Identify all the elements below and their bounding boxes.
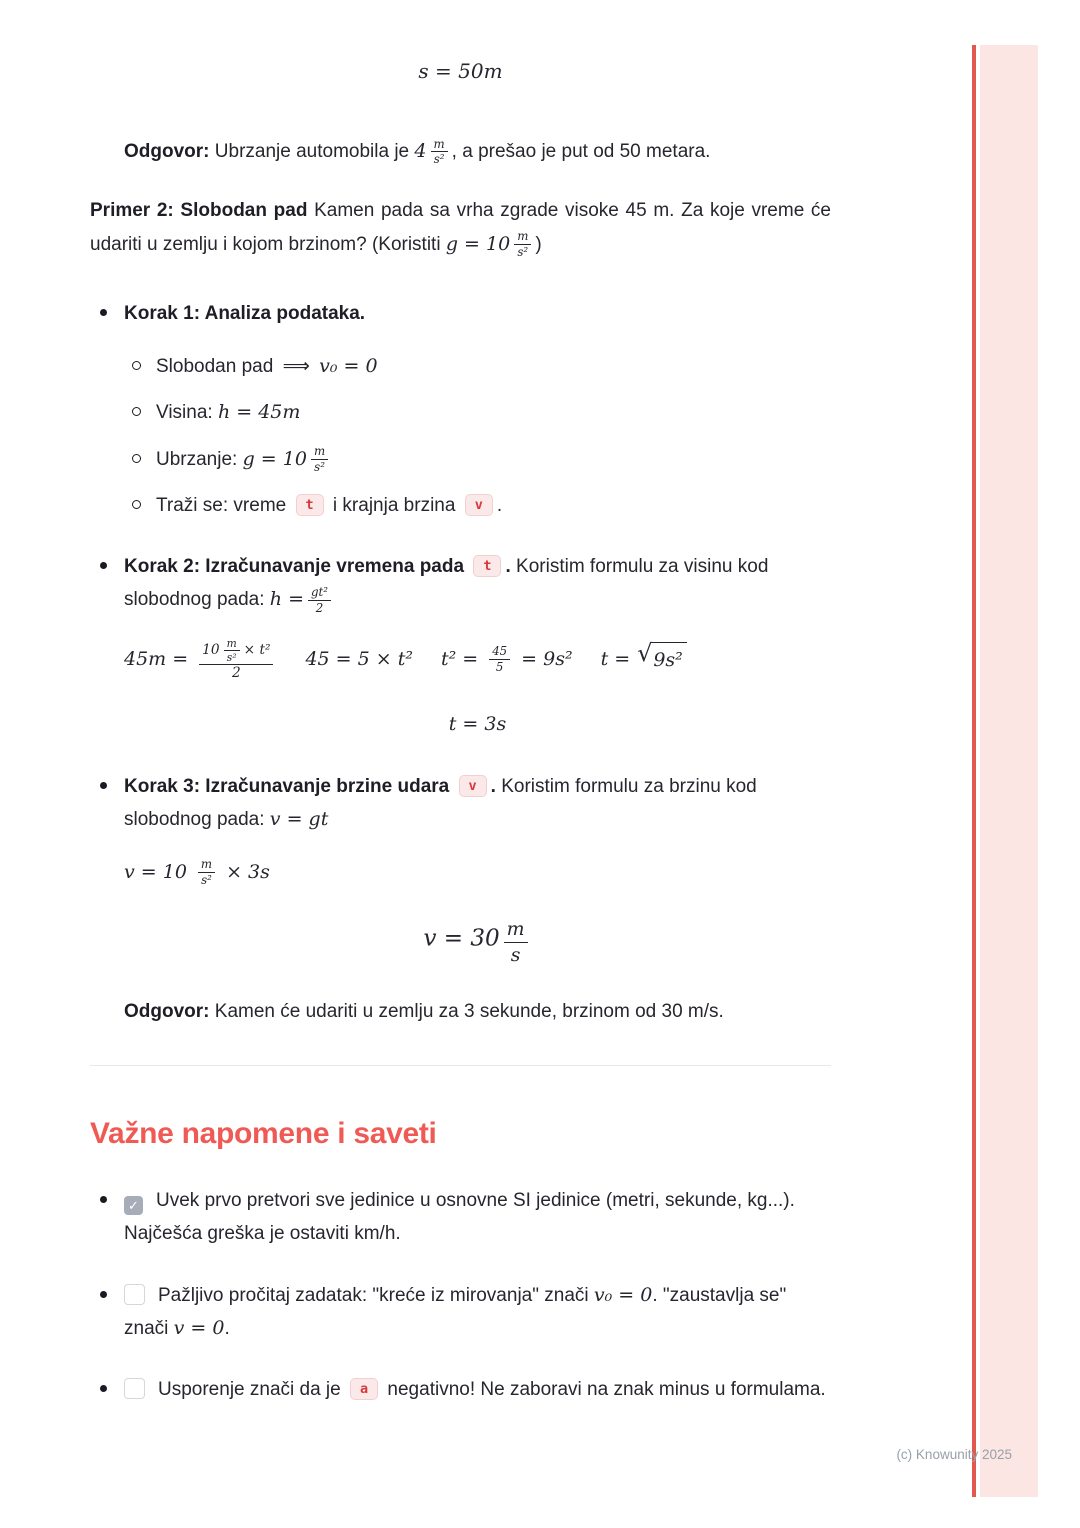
math-v0-zero: v₀ = 0 [593, 1283, 653, 1306]
note-text: Uvek prvo pretvori sve jedinice u osnovne SI jedinice (metri, sekunde, kg...). Najčešća greška je ostaviti km/h. [124, 1190, 795, 1245]
checkbox-unchecked-icon[interactable] [124, 1378, 145, 1399]
equation-segment [124, 856, 270, 889]
math-g10 [242, 444, 333, 474]
fraction-m-s2 [198, 857, 215, 887]
equation-segment [600, 638, 687, 677]
fraction-numerator: m [200, 857, 213, 872]
list-item-korak2 [90, 550, 831, 742]
page-edge-band [980, 45, 1038, 1497]
math-times-t2: × t² [243, 641, 271, 658]
equation-row-velocity [124, 856, 831, 889]
equation-row-time [124, 637, 831, 683]
korak2-title: Korak 2: Izračunavanje vremena pada [124, 556, 465, 577]
code-badge-v: v [459, 775, 487, 797]
math-t-equals: t = [600, 647, 631, 670]
fraction-denominator: 5 [489, 659, 510, 675]
bullet-icon [100, 309, 107, 316]
fraction-numerator: 45 [492, 644, 508, 659]
primer2-paragraph [90, 194, 831, 261]
math-velocity-formula: v = gt [269, 807, 329, 830]
primer2-label: Primer 2: Slobodan pad [90, 200, 308, 222]
korak3-title: Korak 3: Izračunavanje brzine udara [124, 775, 450, 797]
korak1-title: Korak 1: Analiza podataka. [124, 302, 366, 324]
fraction-denominator: s [504, 942, 528, 968]
fraction-numerator: m [506, 918, 525, 941]
math-h-equals: h = [269, 588, 304, 611]
note-period: . [224, 1317, 230, 1339]
fraction-denominator: s² [431, 151, 448, 167]
code-badge-v: v [465, 494, 493, 516]
subitem-text: Ubrzanje: [156, 448, 238, 470]
circle-bullet-icon [132, 361, 141, 370]
fraction-m-s2 [224, 637, 240, 665]
math-coefficient: 4 [414, 140, 427, 162]
answer-paragraph-2 [90, 995, 831, 1028]
math-9s2: = 9s² [521, 647, 573, 670]
checklist-item [90, 1279, 831, 1346]
fraction-numerator: m [433, 136, 445, 151]
bullet-icon [100, 782, 107, 789]
square-root [637, 638, 687, 677]
equation-s-result: s = 50m [418, 59, 503, 83]
fraction-numerator: m [226, 636, 237, 650]
math-times-3s: × 3s [226, 861, 270, 884]
math-h45: h = 45m [217, 401, 301, 424]
note-text: Pažljivo pročitaj zadatak: "kreće iz mirovanja" znači [158, 1284, 589, 1306]
subitem-text: i krajnja brzina [332, 494, 456, 516]
fraction-m-s2 [514, 229, 531, 259]
radical-sign-icon: √ [637, 638, 653, 667]
note-text: negativno! Ne zaboravi na znak minus u formulama. [387, 1379, 826, 1401]
korak3-period: . [490, 775, 496, 797]
equation-segment [441, 643, 573, 676]
sublist-item [124, 443, 831, 476]
fraction-numerator: m [313, 444, 326, 459]
code-badge-t: t [473, 555, 501, 577]
answer-label: Odgovor: [124, 1001, 210, 1023]
math-g-value: g = 10 [242, 447, 307, 470]
korak2-text: Koristim formulu za visinu kod slobodnog pada: [124, 556, 769, 611]
fraction-numerator: m [517, 229, 529, 244]
circle-bullet-icon [132, 500, 141, 509]
bullet-icon [100, 1291, 107, 1298]
answer-paragraph-1 [90, 135, 831, 168]
equation-segment [124, 637, 277, 683]
section-divider [90, 1065, 831, 1066]
math-inline-acceleration [414, 136, 451, 167]
bullet-icon [100, 1385, 107, 1392]
fraction-45-5 [489, 644, 510, 674]
math-inline-g [445, 229, 536, 259]
notes-heading: Važne napomene i saveti [90, 1116, 437, 1150]
math-10: 10 [202, 641, 220, 658]
primer2-text: Kamen pada sa vrha zgrade visoke 45 m. Za koje vreme će udariti u zemlju i kojom brzinom? (Koristiti [90, 200, 831, 255]
checkbox-checked-icon[interactable]: ✓ [124, 1196, 143, 1215]
fraction-m-s2 [431, 137, 448, 167]
subitem-text: Traži se: vreme [156, 494, 287, 516]
fraction-denominator: s² [514, 244, 531, 260]
math-v-10: v = 10 [124, 861, 187, 884]
fraction-m-s [504, 917, 528, 967]
code-badge-t: t [296, 494, 324, 516]
equation-segment: 45 = 5 × t² [305, 647, 413, 670]
copyright-footer: (c) Knowunity 2025 [896, 1447, 1012, 1462]
subitem-period: . [496, 494, 503, 516]
answer-label: Odgovor: [124, 141, 210, 162]
math-height-formula [269, 585, 335, 615]
circle-bullet-icon [132, 407, 141, 416]
sublist-item [124, 396, 831, 429]
implies-arrow-icon: ⟹ [282, 355, 310, 377]
fraction-m-s2 [311, 444, 328, 474]
circle-bullet-icon [132, 454, 141, 463]
checkbox-unchecked-icon[interactable] [124, 1284, 145, 1305]
radicand: 9s² [651, 642, 686, 677]
korak3-text: Koristim formulu za brzinu kod slobodnog pada: [124, 775, 757, 830]
math-v-zero: v = 0 [173, 1316, 225, 1339]
checklist-item [90, 1184, 831, 1251]
equation-t-result: t = 3s [448, 713, 507, 736]
answer-text-after: , a prešao je put od 50 metara. [451, 141, 711, 162]
bullet-icon [100, 562, 107, 569]
note-text: Usporenje znači da je [158, 1379, 341, 1401]
fraction-numerator [199, 637, 273, 665]
fraction-denominator: 2 [199, 664, 273, 682]
list-item-korak3 [90, 770, 831, 968]
subitem-text: Visina: [156, 402, 213, 424]
notes-checklist [90, 1184, 831, 1406]
primer2-close-paren: ) [535, 233, 542, 255]
korak1-sublist [124, 350, 831, 522]
sublist-item [124, 350, 831, 383]
fraction-denominator: 2 [308, 600, 331, 616]
fraction-numerator: gt² [311, 585, 328, 599]
bullet-icon [100, 1196, 107, 1203]
checklist-item [90, 1373, 831, 1406]
steps-list [90, 297, 831, 968]
subitem-text: Slobodan pad [156, 356, 274, 377]
document-content [90, 0, 831, 1434]
fraction-gt2-2 [308, 585, 331, 615]
math-v0: v₀ = 0 [319, 355, 378, 377]
page-edge-line [972, 45, 976, 1497]
math-45m: 45m = [124, 647, 189, 670]
fraction-denominator: s² [198, 872, 215, 888]
answer-text: Ubrzanje automobila je [214, 141, 410, 162]
list-item-korak1 [90, 297, 831, 522]
note-text: . "zaustavlja se" znači [124, 1284, 787, 1339]
equation-v-result [124, 917, 831, 967]
korak2-period: . [505, 556, 511, 577]
math-t2-equals: t² = [440, 647, 479, 670]
fraction-denominator: s² [224, 650, 240, 664]
math-v-30: v = 30 [423, 925, 500, 952]
sublist-item [124, 489, 831, 522]
fraction-main [199, 637, 273, 683]
fraction-denominator: s² [311, 459, 328, 475]
answer-text: Kamen će udariti u zemlju za 3 sekunde, brzinom od 30 m/s. [214, 1001, 724, 1023]
code-badge-a: a [350, 1378, 378, 1400]
math-g-value: g = 10 [445, 232, 511, 255]
